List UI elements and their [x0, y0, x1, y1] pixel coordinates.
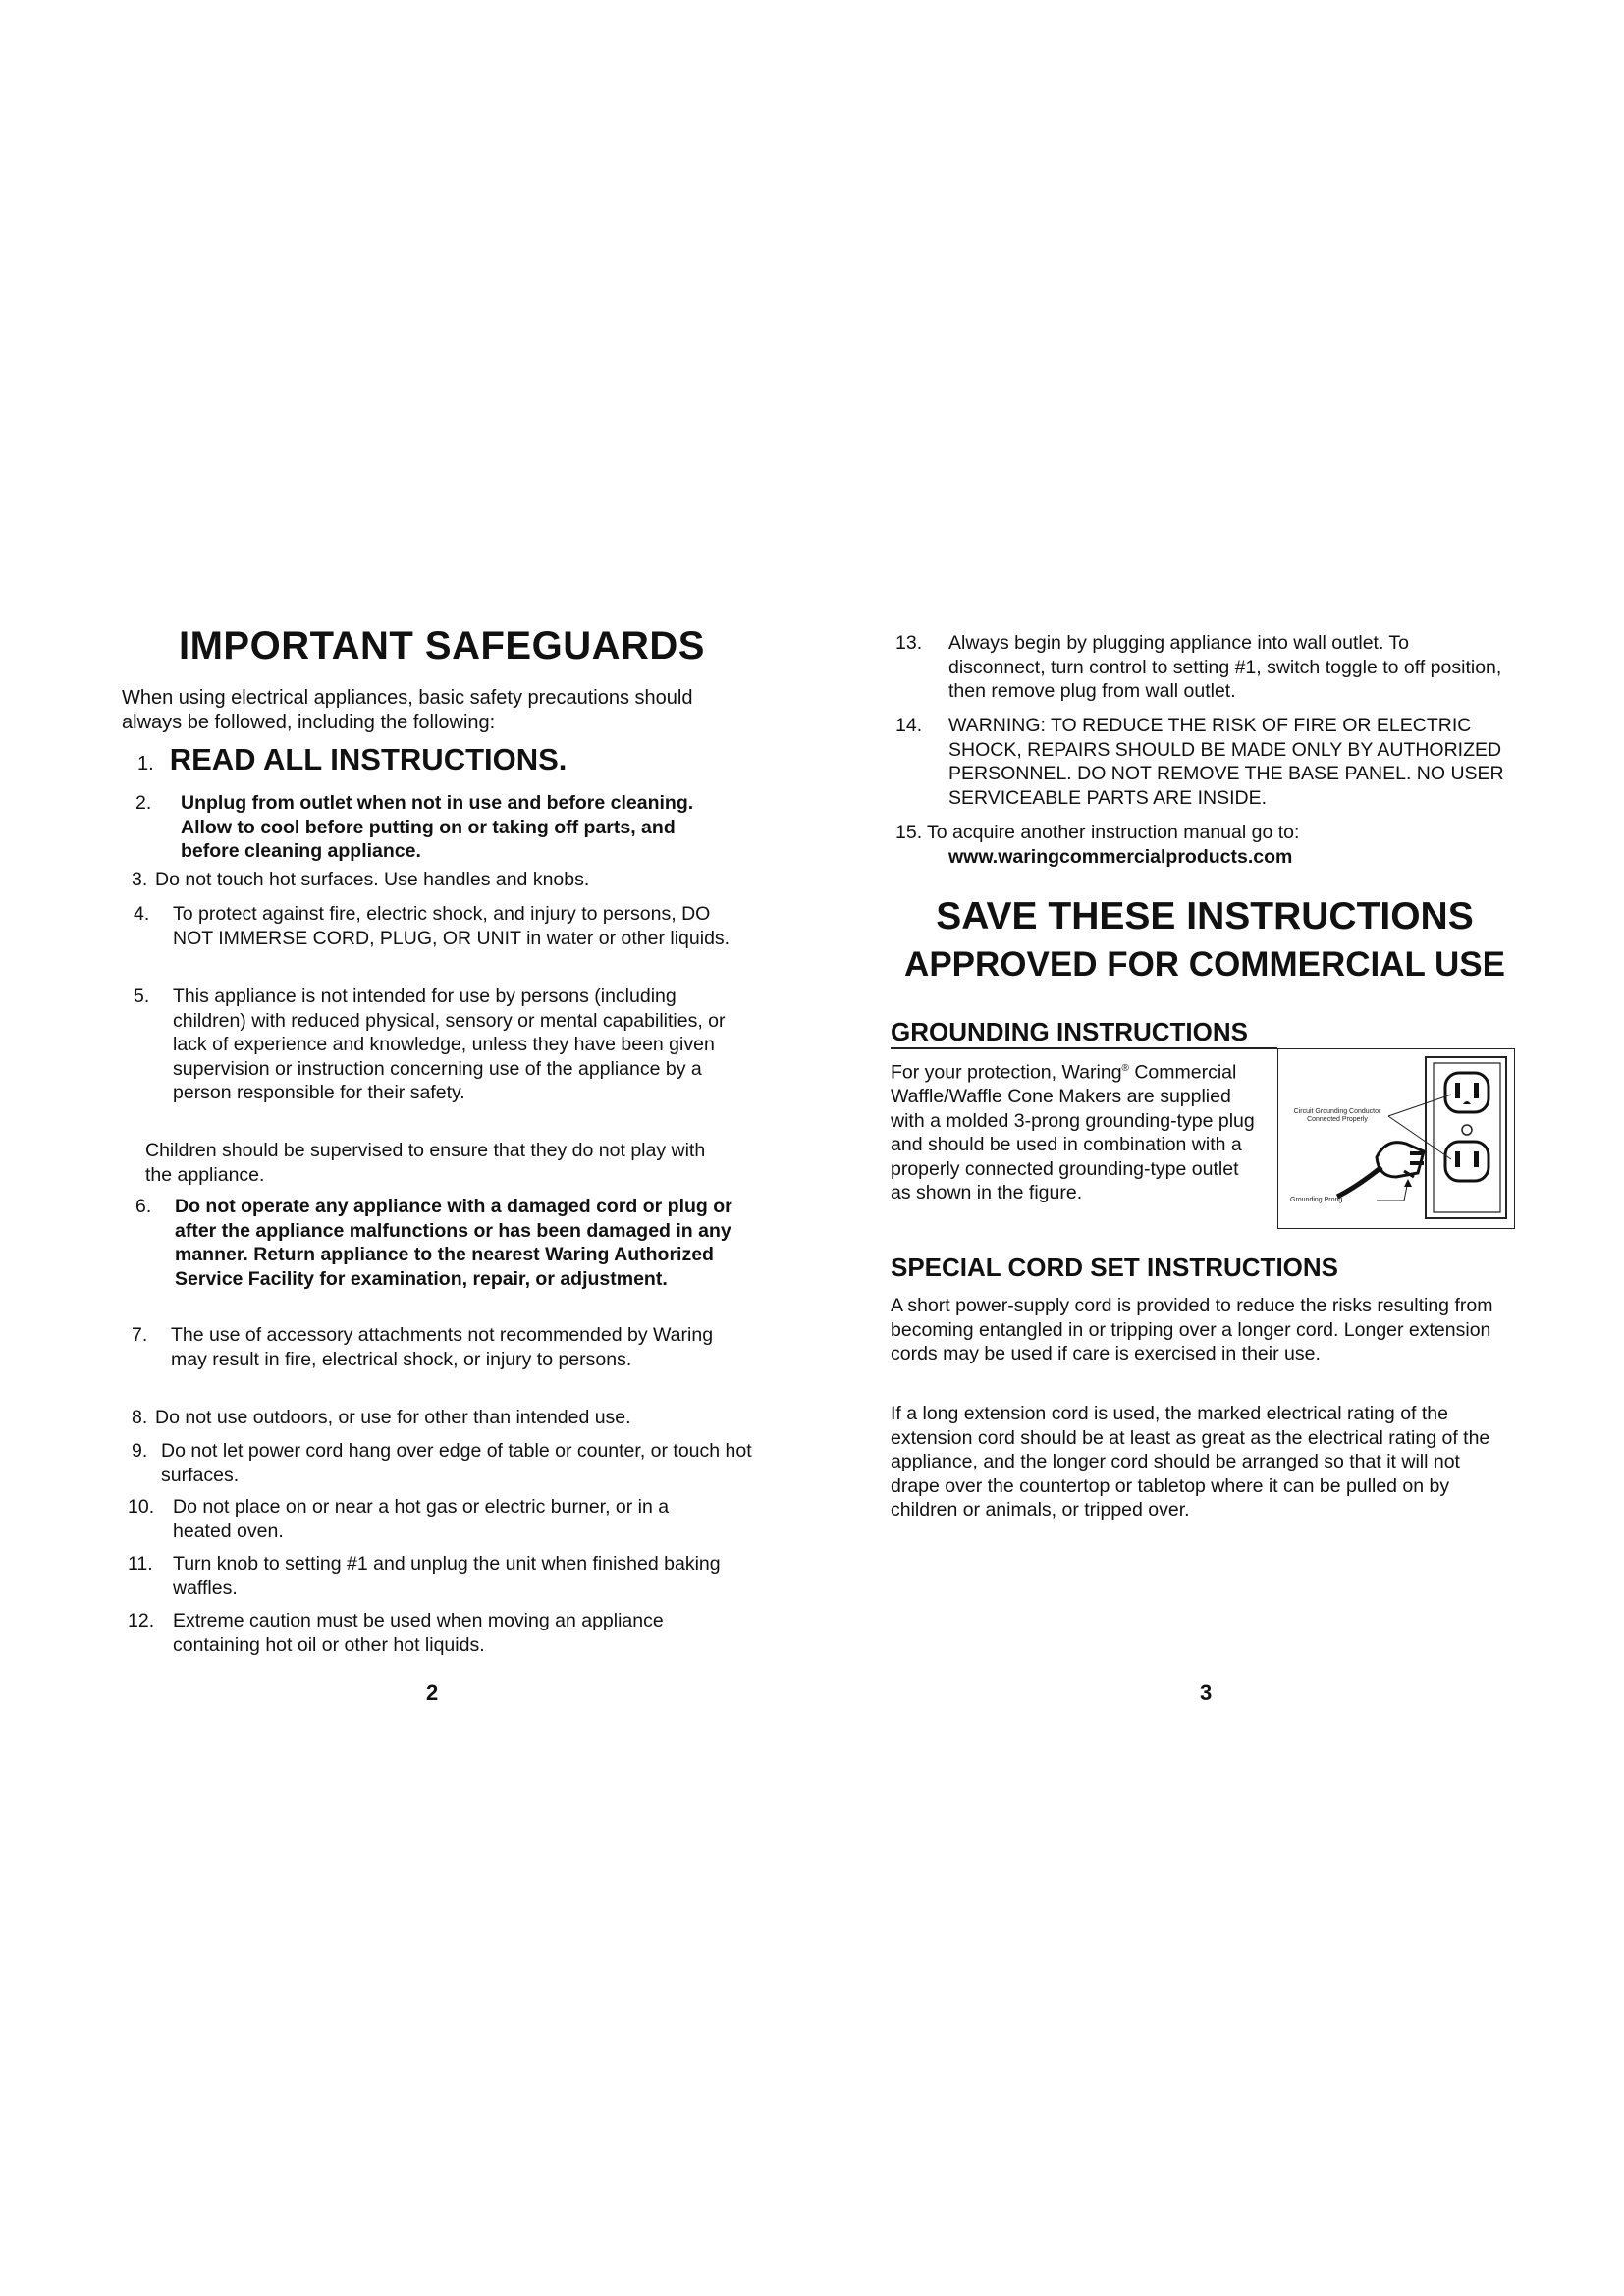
- safeguard-item-15: [895, 821, 1524, 869]
- lower-outlet: [1445, 1142, 1489, 1181]
- safeguard-item-14: [895, 714, 1524, 810]
- item-text: Extreme caution must be used when moving an appliance containing hot oil or other hot liquids.: [173, 1610, 664, 1656]
- arrowhead: [1404, 1179, 1412, 1187]
- figure-label-prong: Grounding Prong: [1290, 1197, 1343, 1203]
- safeguard-item-13: [895, 631, 1524, 704]
- item-text: Do not operate any appliance with a damaged cord or plug or after the appliance malfunctions or has been damaged in any manner. Return appliance to the nearest Waring Authorized Service Facility for examination, repair, or adjustment.: [175, 1196, 732, 1290]
- safeguard-item-3: [132, 868, 731, 892]
- safeguard-item-10: [128, 1495, 736, 1543]
- item-text: Do not let power cord hang over edge of table or counter, or touch hot surfaces.: [161, 1440, 752, 1486]
- grounding-figure: [1277, 1048, 1515, 1229]
- save-instructions-title: SAVE THESE INSTRUCTIONS: [936, 895, 1474, 937]
- item-number: 8.: [132, 1407, 148, 1428]
- item-text: Do not place on or near a hot gas or electric burner, or in a heated oven.: [173, 1496, 670, 1542]
- grounding-text: [891, 1057, 1256, 1205]
- safeguard-item-11: [128, 1552, 736, 1600]
- item-number: 9.: [132, 1440, 148, 1462]
- item-number: 4.: [134, 903, 150, 925]
- plate-screw: [1462, 1125, 1472, 1135]
- item-number: 3.: [132, 869, 148, 890]
- item-number: 12.: [128, 1610, 155, 1631]
- page-number: 2: [426, 1681, 439, 1705]
- safeguard-item-2: [135, 791, 725, 864]
- plug-prong: [1410, 1151, 1424, 1155]
- grounding-text-part: For your protection, Waring: [891, 1061, 1122, 1084]
- safeguard-item-8: [132, 1406, 740, 1430]
- outlet-slot: [1455, 1151, 1460, 1167]
- cord-set-heading: SPECIAL CORD SET INSTRUCTIONS: [891, 1253, 1339, 1282]
- approved-commercial-title: APPROVED FOR COMMERCIAL USE: [904, 945, 1505, 984]
- outlet-slot: [1455, 1083, 1460, 1098]
- page-number: 3: [1200, 1681, 1213, 1705]
- registered-mark: ®: [1121, 1063, 1129, 1074]
- item-text: Unplug from outlet when not in use and before cleaning. Allow to cool before putting on or taking off parts, and before cleaning appliance.: [181, 792, 694, 862]
- item-number: 11.: [128, 1553, 153, 1575]
- safeguard-item-12: [128, 1609, 736, 1657]
- item-number: 1.: [137, 753, 154, 774]
- item-text: Children should be supervised to ensure that they do not play with the appliance.: [145, 1140, 706, 1186]
- outlet-slot: [1474, 1083, 1479, 1098]
- item-number: 2.: [135, 792, 152, 814]
- grounding-heading: GROUNDING INSTRUCTIONS: [891, 1017, 1248, 1046]
- item-number: 6.: [135, 1196, 152, 1217]
- safeguard-item-4: [134, 902, 732, 950]
- item-number: 5.: [134, 986, 150, 1007]
- item-text: READ ALL INSTRUCTIONS.: [169, 742, 568, 776]
- item-text: To protect against fire, electric shock, and injury to persons, DO NOT IMMERSE CORD, PLUG, OR UNIT in water or other liquids.: [173, 903, 731, 949]
- plug-prong: [1410, 1161, 1424, 1165]
- safeguard-item-9: [132, 1439, 760, 1487]
- children-note: [145, 1139, 725, 1187]
- figure-label-conductor: Circuit Grounding Conductor Connected Properly: [1293, 1108, 1381, 1123]
- item-number: 13.: [895, 632, 923, 654]
- grounding-text-part: Commercial Waffle/Waffle Cone Makers are supplied with a molded 3-prong grounding-type plug and should be used in combination with a properly connected grounding-type outlet as shown in the figure.: [891, 1061, 1255, 1203]
- item-number: 7.: [132, 1324, 148, 1346]
- cord-paragraph-1: A short power-supply cord is provided to reduce the risks resulting from becoming entangled in or tripping over a longer cord. Longer extension cords may be used if care is exercised in their use.: [891, 1295, 1493, 1364]
- safeguard-item-6: [135, 1195, 734, 1291]
- item-text: Do not use outdoors, or use for other than intended use.: [155, 1407, 631, 1428]
- safeguard-item-7: [132, 1323, 740, 1371]
- cord-paragraph-2: If a long extension cord is used, the marked electrical rating of the extension cord should be at least as great as the electrical rating of the appliance, and the longer cord should be arranged so that it will not drape over the countertop or tabletop where it can be pulled on by children or animals, or tripped over.: [891, 1403, 1490, 1521]
- page-title: IMPORTANT SAFEGUARDS: [179, 624, 705, 667]
- item-text: Turn knob to setting #1 and unplug the unit when finished baking waffles.: [173, 1553, 721, 1599]
- item-number: 15.: [895, 822, 923, 843]
- item-text: This appliance is not intended for use by persons (including children) with reduced physical, sensory or mental capabilities, or lack of experience and knowledge, unless they have been given supervision or instruction concerning use of the appliance by a person responsible for their safety.: [173, 986, 726, 1103]
- safeguard-item-1: [137, 742, 567, 777]
- item-text: Always begin by plugging appliance into wall outlet. To disconnect, turn control to setting #1, switch toggle to off position, then remove plug from wall outlet.: [948, 632, 1502, 702]
- intro-text: When using electrical appliances, basic safety precautions should always be followed, including the following:: [122, 687, 693, 733]
- website-link[interactable]: www.waringcommercialproducts.com: [948, 845, 1293, 868]
- item-text: WARNING: TO REDUCE THE RISK OF FIRE OR ELECTRIC SHOCK, REPAIRS SHOULD BE MADE ONLY BY AUTHORIZED PERSONNEL. DO NOT REMOVE THE BASE PANEL. NO USER SERVICEABLE PARTS ARE INSIDE.: [948, 715, 1504, 809]
- upper-outlet: [1445, 1073, 1489, 1112]
- item-text: To acquire another instruction manual go to:: [927, 822, 1300, 843]
- outlet-slot: [1474, 1151, 1479, 1167]
- heading-underline: [891, 1047, 1277, 1049]
- item-text: The use of accessory attachments not recommended by Waring may result in fire, electrical shock, or injury to persons.: [171, 1324, 714, 1370]
- plug-body: [1377, 1143, 1424, 1177]
- item-number: 10.: [128, 1496, 155, 1518]
- safeguard-item-5: [134, 985, 732, 1105]
- plug-cord: [1337, 1167, 1381, 1197]
- item-number: 14.: [895, 715, 923, 736]
- item-text: Do not touch hot surfaces. Use handles and knobs.: [155, 869, 590, 890]
